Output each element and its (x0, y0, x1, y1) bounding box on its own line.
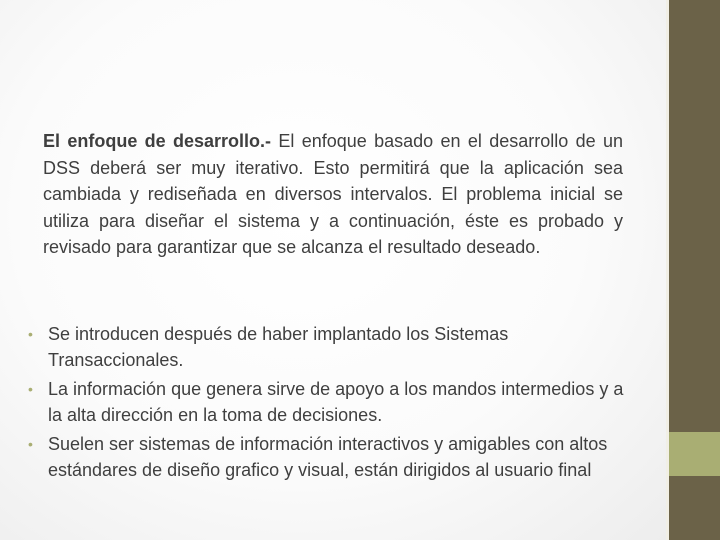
paragraph-lead: El enfoque de desarrollo.- (43, 131, 272, 151)
sidebar-accent-block (669, 432, 720, 476)
bullet-text: La información que genera sirve de apoyo a los mandos intermedios y a la alta dirección en la toma de decisiones. (48, 379, 624, 425)
bullet-dot-icon: • (28, 381, 33, 397)
paragraph-body: El enfoque basado en el desarrollo de un DSS deberá ser muy iterativo. Esto permitirá que la aplicación sea cambiada y rediseñada en diversos intervalos. El problema inicial se utiliza para diseñar el sistema y a continuación, éste es probado y revisado para garantizar que se alcanza el resultado deseado. (43, 131, 623, 258)
bullet-item (26, 376, 626, 428)
intro-paragraph (43, 128, 623, 261)
bullet-text: Se introducen después de haber implantado los Sistemas Transaccionales. (48, 324, 509, 370)
bullet-dot-icon: • (28, 436, 33, 452)
bullet-dot-icon: • (28, 326, 33, 342)
bullet-list (26, 321, 626, 486)
bullet-item (26, 321, 626, 373)
bullet-item (26, 431, 626, 483)
bullet-text: Suelen ser sistemas de información interactivos y amigables con altos estándares de diseño grafico y visual, están dirigidos al usuario final (48, 434, 608, 480)
